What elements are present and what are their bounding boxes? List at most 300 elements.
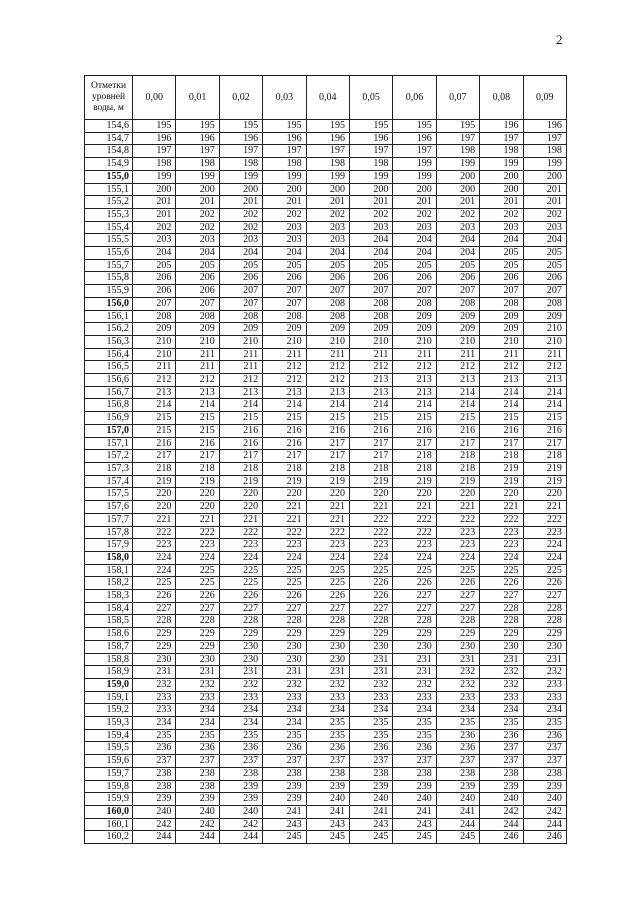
value-cell: 197: [306, 145, 349, 158]
value-cell: 234: [306, 704, 349, 717]
value-cell: 207: [263, 297, 306, 310]
value-cell: 238: [176, 780, 219, 793]
value-cell: 197: [133, 145, 176, 158]
table-row: [85, 412, 567, 425]
value-cell: 204: [306, 247, 349, 260]
value-cell: 208: [393, 297, 436, 310]
value-cell: 213: [306, 386, 349, 399]
value-cell: 222: [306, 526, 349, 539]
value-cell: 234: [480, 704, 523, 717]
value-cell: 223: [133, 539, 176, 552]
value-cell: 233: [306, 691, 349, 704]
value-cell: 196: [480, 120, 523, 133]
value-cell: 196: [393, 132, 436, 145]
value-cell: 242: [219, 818, 262, 831]
value-cell: 243: [263, 818, 306, 831]
value-cell: 244: [219, 831, 262, 844]
value-cell: 207: [436, 285, 479, 298]
value-cell: 232: [133, 678, 176, 691]
value-cell: 231: [176, 666, 219, 679]
value-cell: 219: [480, 462, 523, 475]
table-row: [85, 323, 567, 336]
value-cell: 232: [480, 678, 523, 691]
value-cell: 219: [480, 475, 523, 488]
value-cell: 217: [306, 437, 349, 450]
value-cell: 230: [219, 640, 262, 653]
value-cell: 215: [523, 412, 566, 425]
value-cell: 225: [436, 564, 479, 577]
value-cell: 245: [393, 831, 436, 844]
value-cell: 214: [480, 386, 523, 399]
value-cell: 210: [523, 323, 566, 336]
value-cell: 208: [523, 297, 566, 310]
value-cell: 209: [393, 310, 436, 323]
table-row: [85, 437, 567, 450]
level-cell: 160,2: [85, 831, 133, 844]
table-row: [85, 666, 567, 679]
value-cell: 199: [263, 170, 306, 183]
value-cell: 236: [436, 742, 479, 755]
table-header: [85, 76, 567, 120]
value-cell: 229: [393, 628, 436, 641]
value-cell: 225: [219, 564, 262, 577]
value-cell: 240: [133, 805, 176, 818]
value-cell: 225: [523, 564, 566, 577]
level-cell: 159,9: [85, 793, 133, 806]
value-cell: 211: [219, 361, 262, 374]
value-cell: 205: [393, 259, 436, 272]
value-cell: 213: [393, 386, 436, 399]
value-cell: 230: [480, 640, 523, 653]
table-row: [85, 793, 567, 806]
value-cell: 219: [263, 475, 306, 488]
value-cell: 212: [306, 374, 349, 387]
value-cell: 236: [176, 742, 219, 755]
value-cell: 227: [480, 590, 523, 603]
value-cell: 214: [306, 399, 349, 412]
table-row: [85, 386, 567, 399]
value-cell: 226: [393, 577, 436, 590]
value-cell: 224: [523, 539, 566, 552]
value-cell: 206: [219, 272, 262, 285]
value-cell: 202: [263, 208, 306, 221]
value-cell: 226: [523, 577, 566, 590]
value-cell: 242: [133, 818, 176, 831]
value-cell: 214: [219, 399, 262, 412]
value-cell: 245: [349, 831, 392, 844]
value-cell: 207: [349, 285, 392, 298]
table-row: [85, 196, 567, 209]
value-cell: 223: [480, 526, 523, 539]
value-cell: 202: [306, 208, 349, 221]
value-cell: 227: [436, 602, 479, 615]
value-cell: 218: [263, 462, 306, 475]
value-cell: 197: [480, 132, 523, 145]
value-cell: 234: [133, 717, 176, 730]
value-cell: 200: [176, 183, 219, 196]
value-cell: 223: [263, 539, 306, 552]
table-row: [85, 234, 567, 247]
value-cell: 195: [219, 120, 262, 133]
value-cell: 200: [133, 183, 176, 196]
value-cell: 198: [349, 158, 392, 171]
level-cell: 158,9: [85, 666, 133, 679]
value-cell: 241: [393, 805, 436, 818]
value-cell: 227: [436, 590, 479, 603]
table-row: [85, 615, 567, 628]
level-cell: 157,3: [85, 462, 133, 475]
value-cell: 207: [219, 285, 262, 298]
value-cell: 223: [393, 539, 436, 552]
value-cell: 212: [349, 361, 392, 374]
value-cell: 211: [306, 348, 349, 361]
table-row: [85, 551, 567, 564]
value-cell: 207: [480, 285, 523, 298]
value-cell: 213: [523, 374, 566, 387]
value-cell: 225: [306, 564, 349, 577]
value-cell: 219: [176, 475, 219, 488]
value-cell: 233: [523, 691, 566, 704]
value-cell: 222: [393, 513, 436, 526]
value-cell: 233: [263, 691, 306, 704]
table-row: [85, 742, 567, 755]
value-cell: 217: [436, 437, 479, 450]
value-cell: 220: [133, 488, 176, 501]
value-cell: 201: [436, 196, 479, 209]
value-cell: 228: [436, 615, 479, 628]
value-cell: 223: [480, 539, 523, 552]
value-cell: 213: [219, 386, 262, 399]
value-cell: 214: [349, 399, 392, 412]
value-cell: 220: [263, 488, 306, 501]
value-cell: 202: [219, 208, 262, 221]
value-cell: 205: [263, 259, 306, 272]
value-cell: 238: [219, 767, 262, 780]
value-cell: 231: [523, 653, 566, 666]
table-row: [85, 805, 567, 818]
value-cell: 199: [176, 170, 219, 183]
level-cell: 156,2: [85, 323, 133, 336]
value-cell: 208: [219, 310, 262, 323]
value-cell: 201: [133, 196, 176, 209]
value-cell: 200: [349, 183, 392, 196]
value-cell: 203: [480, 221, 523, 234]
table-row: [85, 120, 567, 133]
value-cell: 230: [263, 640, 306, 653]
level-cell: 155,1: [85, 183, 133, 196]
level-header-line: Отметки: [90, 81, 127, 91]
value-cell: 235: [523, 717, 566, 730]
value-cell: 237: [393, 755, 436, 768]
value-cell: 241: [349, 805, 392, 818]
table-row: [85, 755, 567, 768]
level-cell: 155,2: [85, 196, 133, 209]
value-cell: 231: [480, 653, 523, 666]
value-cell: 201: [263, 196, 306, 209]
value-cell: 220: [436, 488, 479, 501]
value-cell: 214: [480, 399, 523, 412]
table-row: [85, 564, 567, 577]
value-cell: 200: [393, 183, 436, 196]
value-cell: 215: [263, 412, 306, 425]
value-cell: 232: [176, 678, 219, 691]
value-cell: 218: [349, 462, 392, 475]
value-cell: 228: [133, 615, 176, 628]
value-cell: 237: [436, 755, 479, 768]
value-cell: 204: [436, 247, 479, 260]
value-cell: 239: [133, 793, 176, 806]
value-cell: 233: [393, 691, 436, 704]
value-cell: 232: [306, 678, 349, 691]
level-cell: 156,4: [85, 348, 133, 361]
value-cell: 197: [263, 145, 306, 158]
value-cell: 229: [263, 628, 306, 641]
value-cell: 221: [219, 513, 262, 526]
value-cell: 218: [133, 462, 176, 475]
table-row: [85, 132, 567, 145]
value-cell: 209: [393, 323, 436, 336]
value-cell: 220: [133, 501, 176, 514]
value-cell: 229: [133, 628, 176, 641]
level-cell: 159,5: [85, 742, 133, 755]
value-cell: 230: [523, 640, 566, 653]
level-cell: 158,0: [85, 551, 133, 564]
value-cell: 240: [176, 805, 219, 818]
level-cell: 156,6: [85, 374, 133, 387]
value-cell: 219: [523, 462, 566, 475]
value-cell: 224: [133, 564, 176, 577]
level-cell: 159,1: [85, 691, 133, 704]
value-cell: 229: [219, 628, 262, 641]
value-cell: 225: [133, 577, 176, 590]
table-row: [85, 462, 567, 475]
value-cell: 197: [523, 132, 566, 145]
value-cell: 225: [349, 564, 392, 577]
value-cell: 232: [393, 678, 436, 691]
value-cell: 220: [176, 488, 219, 501]
value-cell: 200: [436, 183, 479, 196]
value-cell: 246: [523, 831, 566, 844]
value-cell: 229: [436, 628, 479, 641]
value-cell: 228: [523, 602, 566, 615]
value-cell: 237: [306, 755, 349, 768]
value-cell: 215: [436, 412, 479, 425]
value-cell: 208: [480, 297, 523, 310]
value-cell: 204: [219, 247, 262, 260]
level-cell: 156,5: [85, 361, 133, 374]
value-cell: 212: [436, 361, 479, 374]
value-cell: 244: [523, 818, 566, 831]
value-cell: 211: [219, 348, 262, 361]
value-cell: 234: [219, 717, 262, 730]
value-cell: 216: [263, 437, 306, 450]
fraction-column-header: 0,05: [349, 76, 392, 120]
value-cell: 240: [523, 793, 566, 806]
value-cell: 217: [523, 437, 566, 450]
value-cell: 206: [349, 272, 392, 285]
value-cell: 214: [176, 399, 219, 412]
value-cell: 203: [306, 234, 349, 247]
value-cell: 223: [219, 539, 262, 552]
value-cell: 200: [480, 170, 523, 183]
value-cell: 243: [393, 818, 436, 831]
value-cell: 208: [176, 310, 219, 323]
value-cell: 215: [133, 424, 176, 437]
value-cell: 231: [306, 666, 349, 679]
value-cell: 202: [176, 221, 219, 234]
value-cell: 208: [133, 310, 176, 323]
value-cell: 196: [219, 132, 262, 145]
table-row: [85, 285, 567, 298]
value-cell: 226: [349, 590, 392, 603]
level-cell: 157,9: [85, 539, 133, 552]
value-cell: 205: [480, 247, 523, 260]
table-row: [85, 640, 567, 653]
value-cell: 224: [349, 551, 392, 564]
value-cell: 206: [176, 285, 219, 298]
table-row: [85, 272, 567, 285]
value-cell: 237: [176, 755, 219, 768]
value-cell: 196: [133, 132, 176, 145]
value-cell: 229: [176, 628, 219, 641]
table-body: [85, 120, 567, 844]
value-cell: 222: [349, 526, 392, 539]
value-cell: 207: [263, 285, 306, 298]
value-cell: 229: [133, 640, 176, 653]
value-cell: 200: [263, 183, 306, 196]
value-cell: 232: [436, 678, 479, 691]
level-cell: 156,9: [85, 412, 133, 425]
value-cell: 217: [133, 450, 176, 463]
value-cell: 243: [349, 818, 392, 831]
value-cell: 218: [436, 450, 479, 463]
value-cell: 218: [219, 462, 262, 475]
level-cell: 155,5: [85, 234, 133, 247]
value-cell: 214: [436, 386, 479, 399]
value-cell: 227: [306, 602, 349, 615]
value-cell: 235: [393, 717, 436, 730]
level-cell: 159,7: [85, 767, 133, 780]
value-cell: 228: [219, 615, 262, 628]
value-cell: 228: [263, 615, 306, 628]
value-cell: 206: [436, 272, 479, 285]
value-cell: 217: [306, 450, 349, 463]
value-cell: 242: [480, 805, 523, 818]
value-cell: 198: [523, 145, 566, 158]
value-cell: 231: [219, 666, 262, 679]
value-cell: 235: [436, 717, 479, 730]
value-cell: 213: [393, 374, 436, 387]
value-cell: 219: [219, 475, 262, 488]
value-cell: 241: [263, 805, 306, 818]
level-cell: 159,0: [85, 678, 133, 691]
level-header-line: воды, м: [93, 103, 124, 113]
value-cell: 216: [349, 424, 392, 437]
value-cell: 217: [393, 437, 436, 450]
value-cell: 218: [306, 462, 349, 475]
value-cell: 217: [263, 450, 306, 463]
value-cell: 239: [436, 780, 479, 793]
table-row: [85, 780, 567, 793]
level-cell: 154,7: [85, 132, 133, 145]
value-cell: 214: [133, 399, 176, 412]
value-cell: 235: [176, 729, 219, 742]
level-cell: 158,5: [85, 615, 133, 628]
value-cell: 237: [480, 742, 523, 755]
value-cell: 220: [393, 488, 436, 501]
fraction-column-header: 0,04: [306, 76, 349, 120]
value-cell: 209: [523, 310, 566, 323]
value-cell: 221: [176, 513, 219, 526]
value-cell: 222: [349, 513, 392, 526]
value-cell: 209: [480, 323, 523, 336]
value-cell: 207: [393, 285, 436, 298]
value-cell: 205: [523, 259, 566, 272]
value-cell: 215: [480, 412, 523, 425]
value-cell: 215: [219, 412, 262, 425]
level-cell: 155,0: [85, 170, 133, 183]
value-cell: 211: [176, 348, 219, 361]
value-cell: 216: [436, 424, 479, 437]
value-cell: 230: [263, 653, 306, 666]
value-cell: 220: [219, 488, 262, 501]
value-cell: 236: [133, 742, 176, 755]
table-row: [85, 247, 567, 260]
value-cell: 203: [263, 221, 306, 234]
value-cell: 224: [133, 551, 176, 564]
value-cell: 211: [393, 348, 436, 361]
value-cell: 242: [523, 805, 566, 818]
value-cell: 226: [349, 577, 392, 590]
value-cell: 200: [480, 183, 523, 196]
value-cell: 221: [306, 513, 349, 526]
value-cell: 237: [523, 755, 566, 768]
value-cell: 231: [436, 653, 479, 666]
value-cell: 199: [436, 158, 479, 171]
value-cell: 244: [176, 831, 219, 844]
value-cell: 196: [176, 132, 219, 145]
value-cell: 226: [133, 590, 176, 603]
value-cell: 219: [523, 475, 566, 488]
value-cell: 222: [176, 526, 219, 539]
level-cell: 158,1: [85, 564, 133, 577]
level-cell: 158,8: [85, 653, 133, 666]
value-cell: 228: [393, 615, 436, 628]
value-cell: 228: [349, 615, 392, 628]
level-cell: 154,6: [85, 120, 133, 133]
value-cell: 235: [349, 717, 392, 730]
value-cell: 220: [219, 501, 262, 514]
value-cell: 228: [480, 602, 523, 615]
header-row: [85, 76, 567, 120]
fraction-column-header: 0,02: [219, 76, 262, 120]
value-cell: 215: [133, 412, 176, 425]
value-cell: 200: [436, 170, 479, 183]
level-cell: 156,8: [85, 399, 133, 412]
value-cell: 209: [219, 323, 262, 336]
level-cell: 157,2: [85, 450, 133, 463]
value-cell: 231: [349, 666, 392, 679]
value-cell: 220: [306, 488, 349, 501]
value-cell: 221: [436, 501, 479, 514]
value-cell: 238: [176, 767, 219, 780]
value-cell: 238: [480, 767, 523, 780]
value-cell: 232: [480, 666, 523, 679]
value-cell: 215: [306, 412, 349, 425]
table-row: [85, 767, 567, 780]
value-cell: 232: [436, 666, 479, 679]
value-cell: 220: [523, 488, 566, 501]
